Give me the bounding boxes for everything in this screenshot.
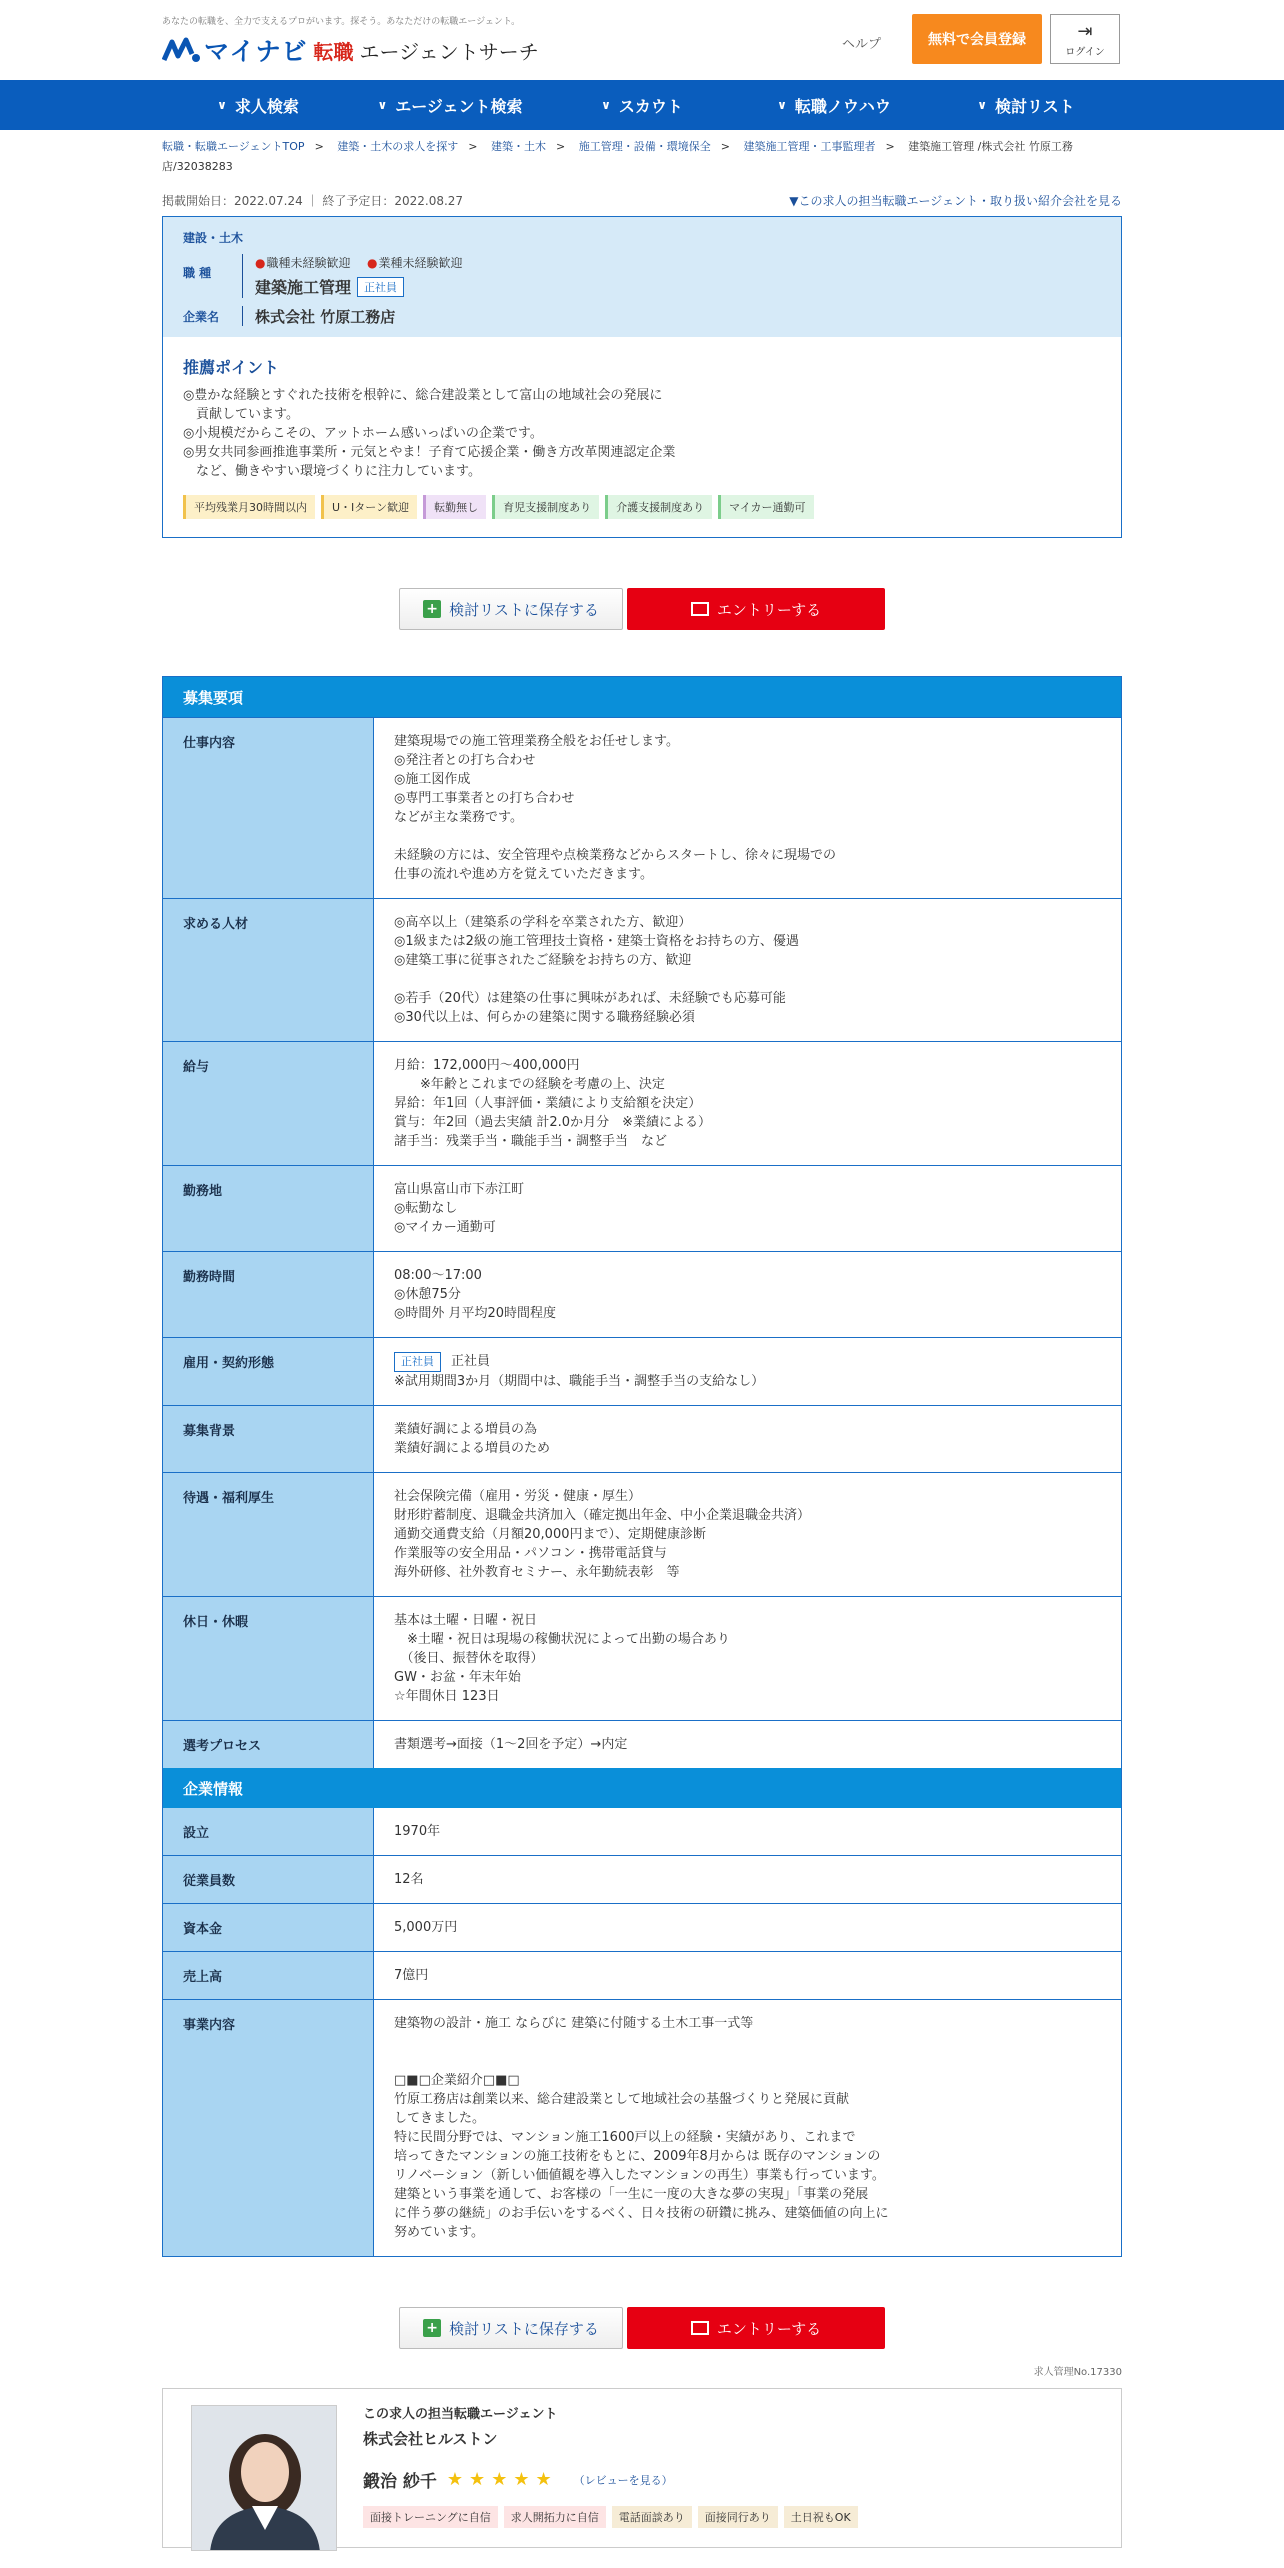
chevron-down-icon: ∨ — [377, 98, 388, 112]
table-row: 設立 1970年 — [163, 1808, 1121, 1855]
feature-chips — [183, 495, 1101, 519]
login-button[interactable] — [1050, 14, 1120, 64]
action-bar-top — [162, 588, 1122, 630]
agent-name: 鍛治 紗千 — [363, 2472, 437, 2492]
company-name: 株式会社 竹原工務店 — [255, 308, 396, 326]
company-label: 企業名 — [183, 306, 243, 326]
employment-tag: 正社員 — [357, 277, 404, 297]
job-label: 職 種 — [183, 254, 243, 298]
add-icon: + — [423, 2319, 441, 2337]
job-title: 建築施工管理 — [255, 278, 352, 297]
breadcrumb-link[interactable]: 転職・転職エージェントTOP — [162, 140, 305, 153]
recommend-text: ◎豊かな経験とすぐれた技術を根幹に、総合建設業として富山の地域社会の発展に 貢献しています。 ◎小規模だからこその、アットホーム感いっぱいの企業です。 ◎男女共同参画推進事業所・元気とやま！子育て応援企業・働き方改革関連認定企業 など、働きやすい環境づくりに注力しています。 — [183, 388, 676, 479]
nav-saved-list[interactable]: ∨ 検討リスト — [977, 96, 1075, 116]
nav-scout[interactable]: ∨ スカウト — [601, 96, 683, 116]
table-row: 事業内容 建築物の設計・施工 ならびに 建築に付随する土木工事一式等 □■□企業紹介□■□ 竹原工務店は創業以来、総合建設業として地域社会の基盤づくりと発展に貢献 してきました。 特に民間分野では、マンション施工1600戸以上の経験・実績があり、これまで 培ってきたマンションの施工技術をもとに、2009年8月からは 既存のマンションの リノベーション（新しい価値観を導入したマンションの再生）事業も行っています。 建築という事業を通して、お客様の「一生に一度の大きな夢の実現」「事業の発展 に伴う夢の継続」のお手伝いをするべく、日々技術の研鑽に挑み、建築価値の向上に 努めています。 — [163, 1999, 1121, 2256]
table-row: 勤務地 富山県富山市下赤江町 ◎転勤なし ◎マイカー通勤可 — [163, 1165, 1121, 1251]
nav-job-search[interactable]: ∨ 求人検索 — [217, 96, 299, 116]
login-label: ログイン — [1065, 47, 1105, 58]
login-icon: ⇥ — [1077, 21, 1093, 42]
table-row: 選考プロセス 書類選考→面接（1～2回を予定）→内定 — [163, 1720, 1121, 1768]
breadcrumb-link[interactable]: 建築・土木の求人を探す — [337, 140, 459, 153]
logo-text: マイナビ — [204, 37, 308, 66]
recommend-heading: 推薦ポイント — [183, 358, 280, 377]
feature-chip: 介護支援制度あり — [605, 495, 712, 519]
table-row: 求める人材 ◎高卒以上（建築系の学科を卒業された方、歓迎） ◎1級または2級の施工管理技士資格・建築士資格をお持ちの方、優遇 ◎建築工事に従事されたご経験をお持ちの方、歓迎 ◎若手（20代）は建築の仕事に興味があれば、未経験でも応募可能 ◎30代以上は、何らかの建築に関する職務経験必須 — [163, 898, 1121, 1041]
logo-mark-icon — [162, 36, 200, 64]
action-bar-bottom — [162, 2307, 1122, 2349]
industry-inexperienced-pill: ●業種未経験歓迎 — [366, 256, 463, 270]
job-summary — [162, 216, 1122, 538]
agent-chip: 土日祝もOK — [784, 2506, 858, 2528]
agent-chips — [363, 2506, 864, 2528]
feature-chip: U・Iターン歓迎 — [321, 495, 417, 519]
entry-icon — [691, 602, 709, 616]
agent-card-title: この求人の担当転職エージェント — [363, 2407, 558, 2422]
chevron-down-icon: ∨ — [217, 98, 227, 112]
breadcrumb-link[interactable]: 施工管理・設備・環境保全 — [578, 140, 711, 153]
agent-chip: 面接同行あり — [698, 2506, 778, 2528]
table-row: 給与 月給：172,000円～400,000円 ※年齢とこれまでの経験を考慮の上、決定 昇給：年1回（人事評価・業績により支給額を決定） 賞与：年2回（過去実績 計2.0か月分 ※業績による） 諸手当：残業手当・職能手当・調整手当 など — [163, 1041, 1121, 1165]
chevron-down-icon: ∨ — [777, 98, 787, 112]
review-link[interactable]: （レビューを見る） — [573, 2473, 673, 2487]
agent-anchor-link[interactable]: ▼この求人の担当転職エージェント・取り扱い紹介会社を見る — [789, 194, 1122, 208]
feature-chip: 育児支援制度あり — [492, 495, 599, 519]
register-button[interactable]: 無料で会員登録 — [912, 14, 1042, 64]
job-category: 建設・土木 — [183, 231, 244, 245]
agent-photo — [191, 2405, 337, 2551]
site-logo[interactable] — [162, 32, 539, 68]
entry-button[interactable]: エントリーする — [627, 2307, 885, 2349]
tagline: あなたの転職を、全力で支えるプロがいます。探そう。あなただけの転職エージェント。 — [162, 17, 521, 27]
feature-chip: マイカー通勤可 — [718, 495, 813, 519]
table-row: 雇用・契約形態 正社員 正社員 ※試用期間3か月（期間中は、職能手当・調整手当の支給なし） — [163, 1337, 1121, 1405]
table-row: 資本金 5,000万円 — [163, 1903, 1121, 1951]
inexperienced-welcome-pill: ●職種未経験歓迎 — [255, 256, 351, 270]
table-row: 勤務時間 08:00～17:00 ◎休憩75分 ◎時間外 月平均20時間程度 — [163, 1251, 1121, 1337]
agent-chip: 電話面談あり — [612, 2506, 692, 2528]
entry-button[interactable]: エントリーする — [627, 588, 885, 630]
entry-icon — [691, 2321, 709, 2335]
chevron-down-icon: ∨ — [977, 98, 988, 112]
feature-chip: 転勤無し — [423, 495, 486, 519]
save-to-list-button[interactable]: + 検討リストに保存する — [399, 2307, 623, 2349]
agent-company[interactable]: 株式会社ヒルストン — [363, 2430, 498, 2448]
recruit-details — [162, 676, 1122, 2257]
date-range: 掲載開始日：2022.07.24 ｜ 終了予定日：2022.08.27 — [162, 194, 464, 208]
breadcrumb: 転職・転職エージェントTOP > 建築・土木の求人を探す > 建築・土木 > 施工管理・設備・環境保全 > 建築施工管理・工事監理者 > 建築施工管理 /株式会社 竹原工務店/32038283 — [162, 140, 1073, 173]
table-row: 仕事内容 建築現場での施工管理業務全般をお任せします。 ◎発注者との打ち合わせ ◎施工図作成 ◎専門工事業者との打ち合わせ などが主な業務です。 未経験の方には、安全管理や点検業務などからスタートし、徐々に現場での 仕事の流れや進め方を覚えていただきます。 — [163, 717, 1121, 898]
nav-agent-search[interactable]: ∨ エージェント検索 — [377, 96, 523, 116]
table-row: 募集背景 業績好調による増員の為 業績好調による増員のため — [163, 1405, 1121, 1472]
feature-chip: 平均残業月30時間以内 — [183, 495, 315, 519]
breadcrumb-current: 建築施工管理 /株式会社 竹原工務店/32038283 — [162, 140, 1073, 173]
agent-card — [162, 2388, 1122, 2548]
table-row: 売上高 7億円 — [163, 1951, 1121, 1999]
job-number: 求人管理No.17330 — [1033, 2367, 1122, 2378]
breadcrumb-link[interactable]: 建築・土木 — [491, 140, 547, 153]
logo-text-sub: エージェントサーチ — [359, 39, 539, 64]
add-icon: + — [423, 600, 441, 618]
help-link[interactable]: ヘルプ — [842, 37, 882, 52]
company-info-heading: 企業情報 — [163, 1768, 1121, 1808]
chevron-down-icon: ∨ — [601, 98, 611, 112]
global-nav — [0, 80, 1284, 130]
table-row: 待遇・福利厚生 社会保険完備（雇用・労災・健康・厚生） 財形貯蓄制度、退職金共済加入（確定拠出年金、中小企業退職金共済） 通勤交通費支給（月額20,000円まで）、定期健康診断 作業服等の安全用品・パソコン・携帯電話貸与 海外研修、社外教育セミナー、永年勤続表彰 等 — [163, 1472, 1121, 1596]
breadcrumb-link[interactable]: 建築施工管理・工事監理者 — [743, 140, 876, 153]
agent-chip: 面接トレーニングに自信 — [363, 2506, 498, 2528]
agent-chip: 求人開拓力に自信 — [504, 2506, 606, 2528]
nav-knowhow[interactable]: ∨ 転職ノウハウ — [777, 96, 891, 116]
posting-dates — [162, 192, 1122, 212]
save-to-list-button[interactable]: + 検討リストに保存する — [399, 588, 623, 630]
table-row: 休日・休暇 基本は土曜・日曜・祝日 ※土曜・祝日は現場の稼働状況によって出勤の場合あり （後日、振替休を取得） GW・お盆・年末年始 ☆年間休日 123日 — [163, 1596, 1121, 1720]
site-header — [162, 0, 1122, 80]
table-row: 従業員数 12名 — [163, 1855, 1121, 1903]
rating-stars: ★★★★★ — [446, 2469, 558, 2490]
employment-badge: 正社員 — [394, 1352, 441, 1372]
logo-text-red: 転職 — [313, 39, 354, 64]
recruit-heading: 募集要項 — [163, 677, 1121, 717]
